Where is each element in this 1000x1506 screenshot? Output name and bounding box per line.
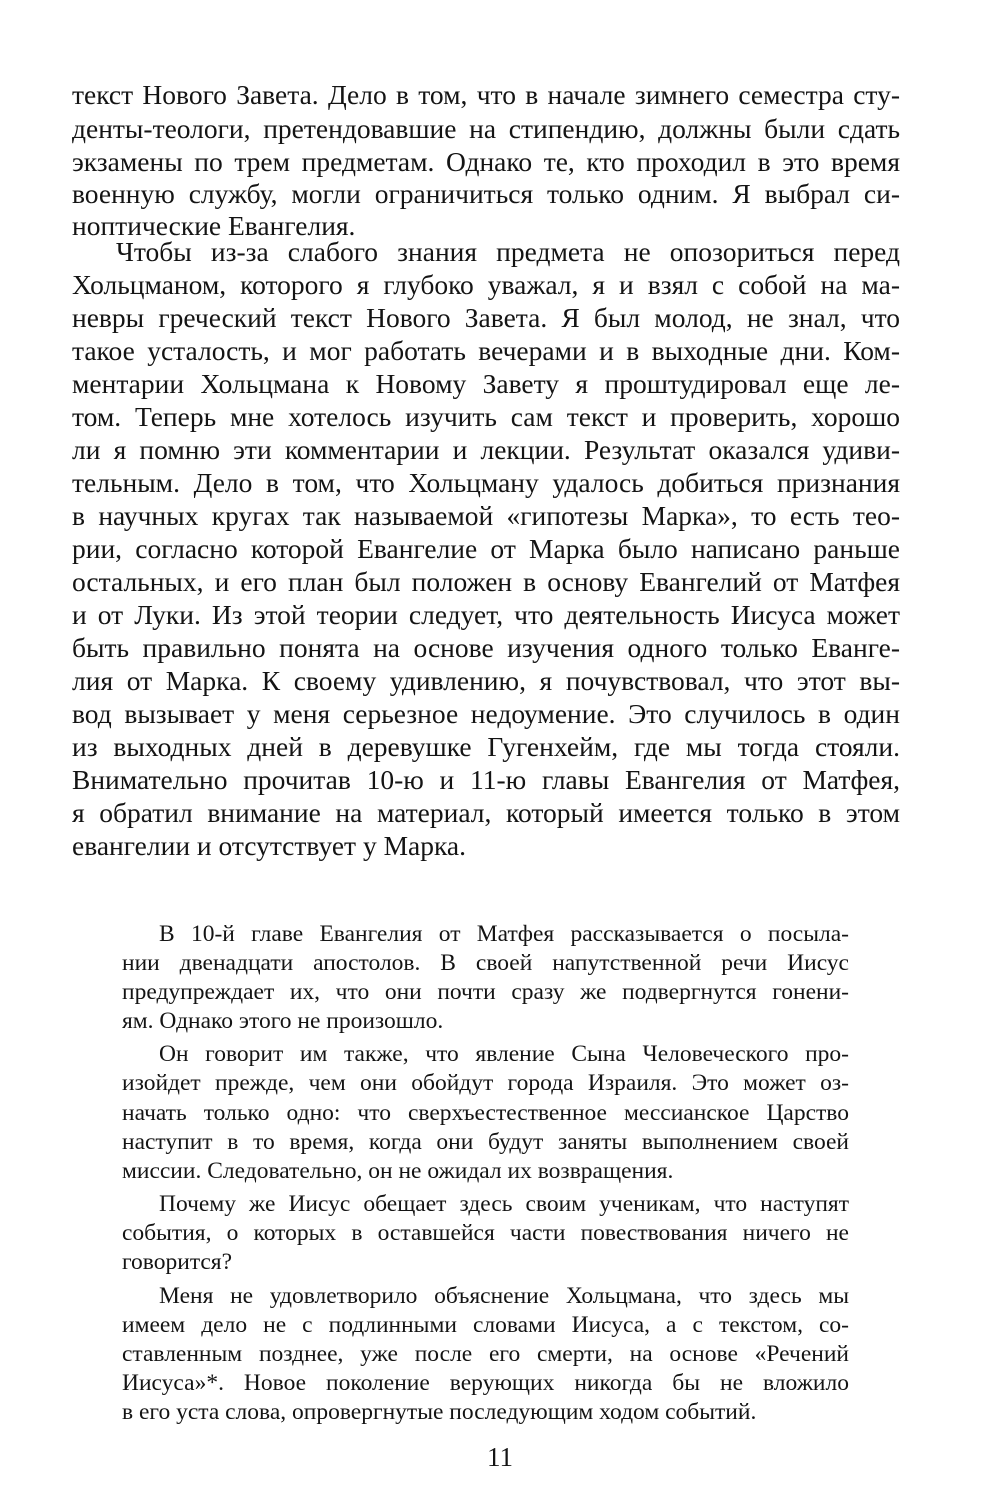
quote-line: ставленным позднее, уже после его смерти, на основе «Речений (122, 1341, 849, 1367)
main-line: ноптические Евангелия. (72, 210, 356, 241)
quote-line: наступит в то время, когда они будут заняты выполнением своей (122, 1129, 849, 1155)
paragraph-first-line: Меня не удовлетворило объяснение Хольцмана, что здесь мы (159, 1283, 849, 1309)
main-line: текст Нового Завета. Дело в том, что в начале зимнего семестра сту- (72, 79, 900, 110)
main-line: Хольцманом, которого я глубоко уважал, я и взял с собой на ма- (72, 269, 900, 300)
main-line: ли я помню эти комментарии и лекции. Результат оказался удиви- (72, 434, 900, 465)
quote-line: говорится? (122, 1249, 233, 1275)
main-line: из выходных дней в деревушке Гугенхейм, где мы тогда стояли. (72, 731, 900, 762)
paragraph-first-line: Почему же Иисус обещает здесь своим ученикам, что наступят (159, 1191, 849, 1217)
main-line: и от Луки. Из этой теории следует, что деятельность Иисуса может (72, 599, 900, 630)
main-line: я обратил внимание на материал, который имеется только в этом (72, 797, 900, 828)
main-line: тельным. Дело в том, что Хольцману удалось добиться признания (72, 467, 900, 498)
quote-line: изойдет прежде, чем они обойдут города Израиля. Это может оз- (122, 1070, 849, 1096)
main-line: невры греческий текст Нового Завета. Я был молод, не знал, что (72, 302, 900, 333)
main-line: в научных кругах так называемой «гипотезы Марка», то есть тео- (72, 500, 900, 531)
main-line: остальных, и его план был положен в основу Евангелий от Матфея (72, 566, 900, 597)
quote-line: начать только одно: что сверхъестественное мессианское Царство (122, 1100, 849, 1126)
main-line: вод вызывает у меня серьезное недоумение. Это случилось в один (72, 698, 900, 729)
main-line: военную службу, могли ограничиться только одним. Я выбрал си- (72, 178, 900, 209)
quote-line: предупреждает их, что они почти сразу же подвергнутся гонени- (122, 979, 849, 1005)
quote-line: Иисуса»*. Новое поколение верующих никогда бы не вложило (122, 1370, 849, 1396)
paragraph-first-line: Он говорит им также, что явление Сына Человеческого про- (159, 1041, 849, 1067)
main-line: Внимательно прочитав 10-ю и 11-ю главы Евангелия от Матфея, (72, 764, 900, 795)
quote-line: имеем дело не с подлинными словами Иисуса, а с текстом, со- (122, 1312, 849, 1338)
main-line: такое усталость, и мог работать вечерами и в выходные дни. Ком- (72, 335, 900, 366)
quote-line: нии двенадцати апостолов. В своей напутственной речи Иисус (122, 950, 849, 976)
quote-line: миссии. Следовательно, он не ожидал их возвращения. (122, 1158, 674, 1184)
quote-line: ям. Однако этого не произошло. (122, 1008, 444, 1034)
main-line: экзамены по трем предметам. Однако те, кто проходил в это время (72, 146, 900, 177)
main-line: быть правильно понята на основе изучения одного только Еванге- (72, 632, 900, 663)
main-line: евангелии и отсутствует у Марка. (72, 830, 466, 861)
main-line: ментарии Хольцмана к Новому Завету я проштудировал еще ле- (72, 368, 900, 399)
main-line: том. Теперь мне хотелось изучить сам текст и проверить, хорошо (72, 401, 900, 432)
page-number: 11 (487, 1442, 513, 1472)
quote-line: события, о которых в оставшейся части повествования ничего не (122, 1220, 849, 1246)
paragraph-first-line: В 10-й главе Евангелия от Матфея рассказывается о посыла- (159, 921, 849, 947)
quote-line: в его уста слова, опровергнутые последующим ходом событий. (122, 1399, 757, 1425)
main-line: денты-теологи, претендовавшие на стипендию, должны были сдать (72, 113, 900, 144)
main-line: лия от Марка. К своему удивлению, я почувствовал, что этот вы- (72, 665, 900, 696)
paragraph-first-line: Чтобы из-за слабого знания предмета не опозориться перед (116, 236, 900, 267)
main-line: рии, согласно которой Евангелие от Марка было написано раньше (72, 533, 900, 564)
